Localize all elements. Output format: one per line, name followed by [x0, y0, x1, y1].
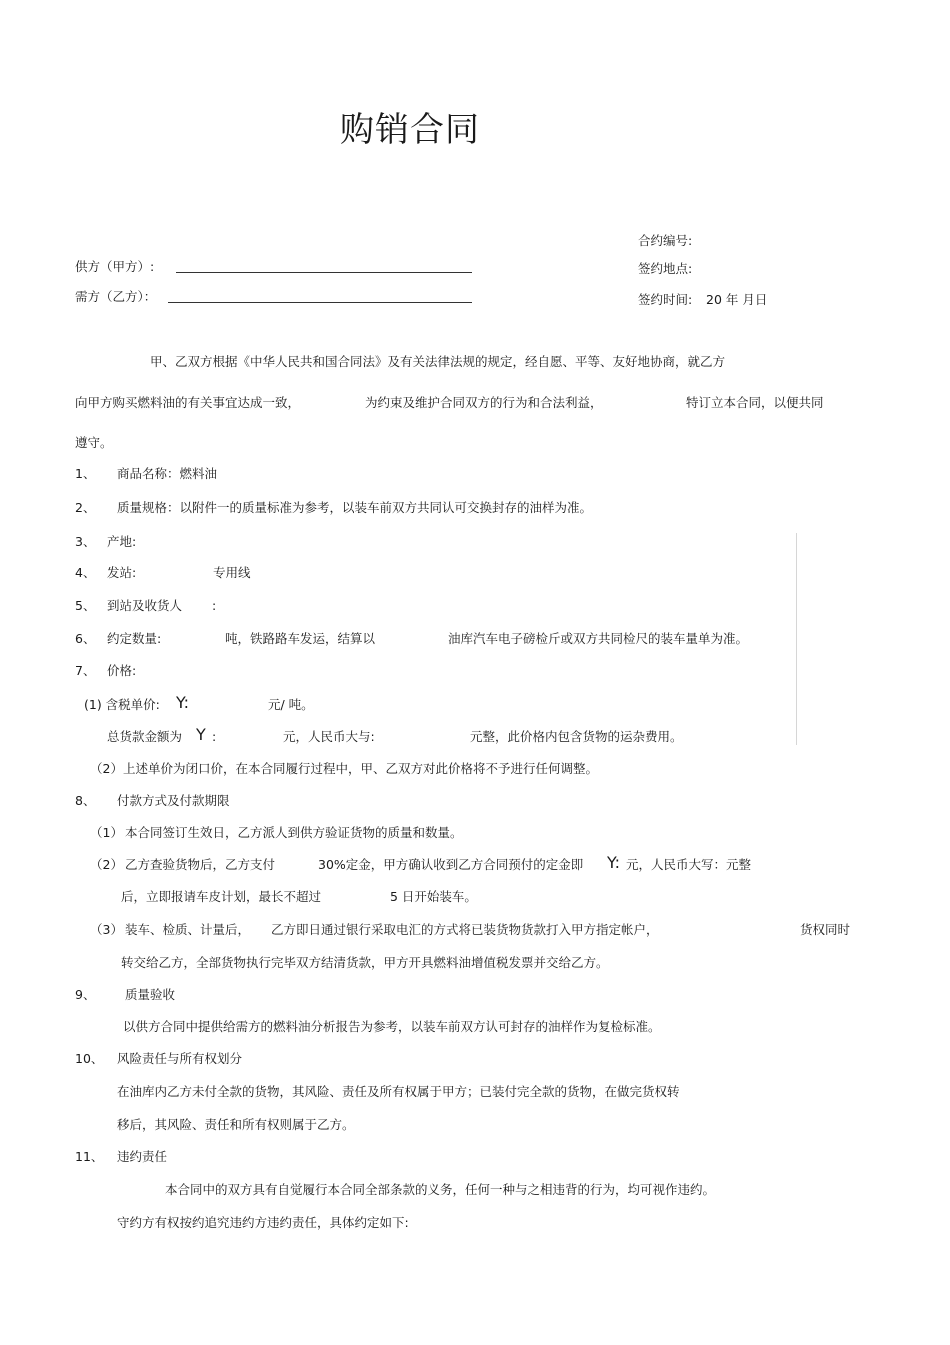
clause-5-text: 到站及收货人	[107, 598, 183, 613]
clause-8-item-2-part-e: 5 日开始装车。	[390, 889, 477, 904]
clause-6-part-b: 吨，铁路路车发运，结算以	[225, 631, 376, 646]
preamble-line-2c: 特订立本合同，以便共同	[686, 395, 824, 410]
clause-4-extra: 专用线	[213, 565, 251, 580]
clause-6-part-c: 油库汽车电子磅检斤或双方共同检尺的装车量单为准。	[448, 631, 749, 646]
clause-7-total-note: 元整，此价格内包含货物的运杂费用。	[470, 729, 683, 744]
clause-8-item-2-number: （2）	[90, 857, 123, 872]
clause-9-number: 9、	[75, 987, 96, 1002]
margin-rule	[796, 533, 797, 745]
clause-8-item-1-number: （1）	[90, 825, 123, 840]
clause-7-total-label: 总货款金额为	[107, 729, 183, 744]
clause-8-item-3-part-b: 乙方即日通过银行采取电汇的方式将已装货物货款打入甲方指定帐户，	[271, 922, 659, 937]
clause-11-body-1: 本合同中的双方具有自觉履行本合同全部条款的义务，任何一种与之相违背的行为，均可视作违约。	[165, 1182, 716, 1197]
preamble-line-2a: 向甲方购买燃料油的有关事宜达成一致，	[75, 395, 301, 410]
clause-8-text: 付款方式及付款期限	[117, 793, 230, 808]
preamble-line-1: 甲、乙双方根据《中华人民共和国合同法》及有关法律法规的规定，经自愿、平等、友好地协商，就乙方	[150, 354, 726, 369]
clause-8-item-3-part-a: 装车、检质、计量后，	[125, 922, 251, 937]
clause-8-item-1-text: 本合同签订生效日，乙方派人到供方验证货物的质量和数量。	[125, 825, 463, 840]
clause-7-total-colon: :	[212, 729, 217, 744]
clause-4-number: 4、	[75, 565, 96, 580]
clause-11-text: 违约责任	[117, 1149, 168, 1164]
supplier-blank-line[interactable]	[176, 272, 472, 273]
clause-1-number: 1、	[75, 466, 96, 481]
clause-2-number: 2、	[75, 500, 96, 515]
buyer-label: 需方（乙方）：	[75, 289, 157, 304]
clause-7-unit-price-unit: 元/ 吨。	[268, 697, 314, 712]
clause-6-number: 6、	[75, 631, 96, 646]
buyer-blank-line[interactable]	[168, 302, 472, 303]
clause-8-item-2-symbol: Y:	[607, 853, 621, 872]
clause-3-number: 3、	[75, 534, 96, 549]
signing-time-label: 签约时间:	[638, 292, 693, 307]
clause-7-number: 7、	[75, 663, 96, 678]
clause-3-text: 产地:	[107, 534, 137, 549]
contract-number-label: 合约编号:	[638, 233, 693, 248]
clause-5-extra: :	[212, 598, 217, 613]
clause-4-text: 发站:	[107, 565, 137, 580]
clause-10-text: 风险责任与所有权划分	[117, 1051, 243, 1066]
clause-7-total-symbol: Y	[196, 725, 206, 744]
clause-9-text: 质量验收	[125, 987, 176, 1002]
clause-8-number: 8、	[75, 793, 96, 808]
clause-7-fixed-price: （2）上述单价为闭口价，在本合同履行过程中，甲、乙双方对此价格将不予进行任何调整。	[90, 761, 598, 776]
clause-10-body-2: 移后，其风险、责任和所有权则属于乙方。	[117, 1117, 355, 1132]
clause-7-total-words-label: 元，人民币大与:	[283, 729, 375, 744]
clause-1-text: 商品名称：燃料油	[117, 466, 218, 481]
clause-7-unit-price-symbol: Y:	[176, 693, 190, 712]
clause-8-item-2-part-d: 后，立即报请车皮计划，最长不超过	[121, 889, 322, 904]
signing-time-value: 20 年 月日	[706, 292, 768, 307]
clause-8-item-2-part-b: 30%定金，甲方确认收到乙方合同预付的定金即	[318, 857, 584, 872]
clause-2-text: 质量规格：以附件一的质量标准为参考，以装车前双方共同认可交换封存的油样为准。	[117, 500, 593, 515]
clause-10-body-1: 在油库内乙方未付全款的货物，其风险、责任及所有权属于甲方；已装付完全款的货物，在做完货权转	[117, 1084, 680, 1099]
clause-10-number: 10、	[75, 1051, 104, 1066]
signing-place-label: 签约地点:	[638, 261, 693, 276]
clause-7-text: 价格:	[107, 663, 137, 678]
preamble-line-2b: 为约束及维护合同双方的行为和合法利益，	[365, 395, 603, 410]
clause-8-item-3-part-d: 转交给乙方，全部货物执行完毕双方结清货款，甲方开具燃料油增值税发票并交给乙方。	[121, 955, 609, 970]
supplier-label: 供方（甲方）:	[75, 259, 155, 274]
contract-title: 购销合同	[340, 110, 480, 150]
clause-8-item-3-part-c: 货权同时	[800, 922, 851, 937]
clause-7-unit-price-label: (1) 含税单价:	[84, 697, 160, 712]
preamble-line-3: 遵守。	[75, 435, 113, 450]
clause-6-part-a: 约定数量:	[107, 631, 162, 646]
clause-11-number: 11、	[75, 1149, 104, 1164]
clause-5-number: 5、	[75, 598, 96, 613]
clause-11-body-2: 守约方有权按约追究违约方违约责任，具体约定如下:	[117, 1215, 409, 1230]
clause-8-item-2-part-c: 元，人民币大写：元整	[626, 857, 752, 872]
clause-8-item-2-part-a: 乙方查验货物后，乙方支付	[125, 857, 276, 872]
clause-9-body: 以供方合同中提供给需方的燃料油分析报告为参考，以装车前双方认可封存的油样作为复检标准。	[123, 1019, 661, 1034]
clause-8-item-3-number: （3）	[90, 922, 123, 937]
